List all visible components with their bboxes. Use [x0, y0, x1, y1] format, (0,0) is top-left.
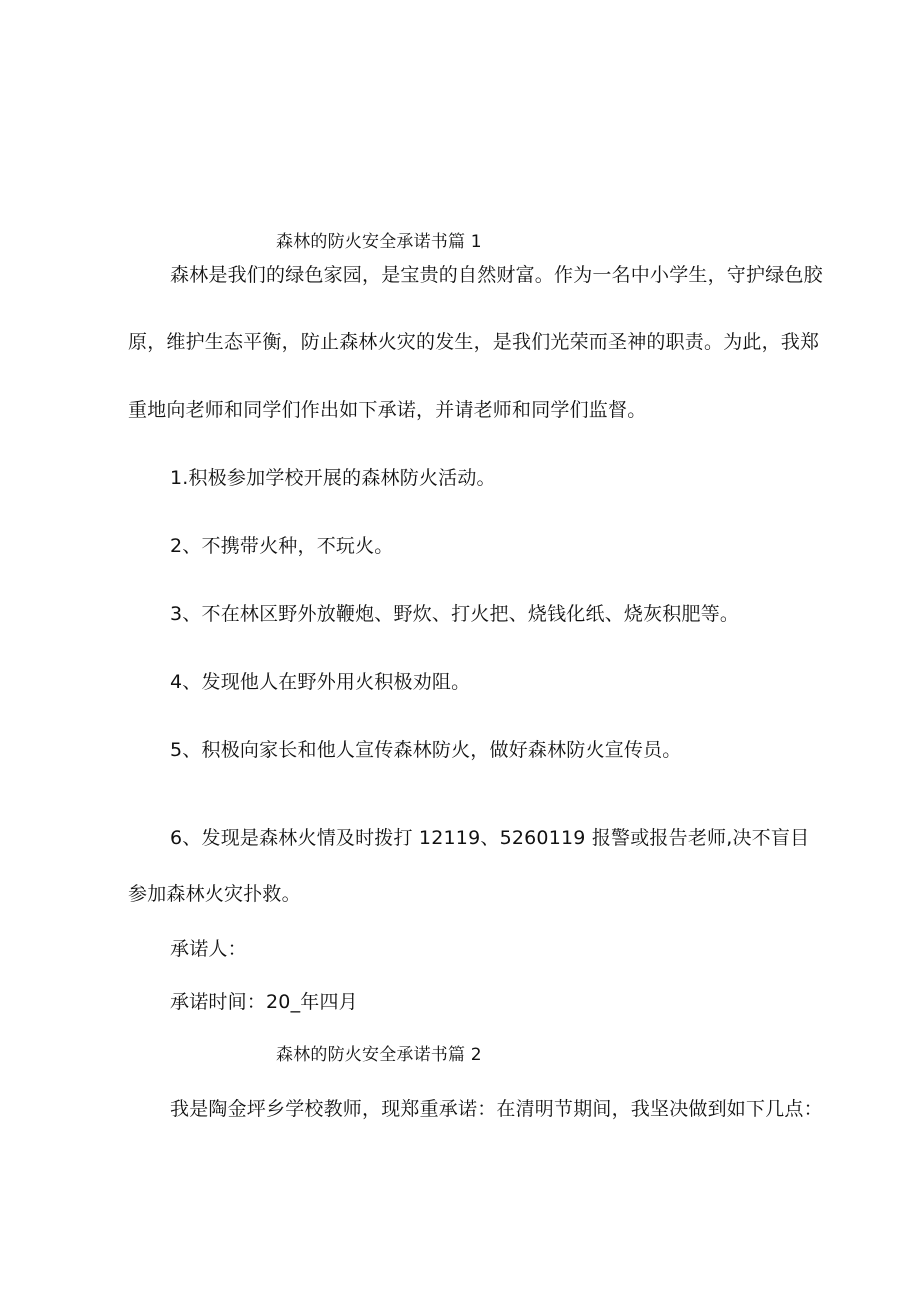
- commitment-item-3: 3、不在林区野外放鞭炮、野炊、打火把、烧钱化纸、烧灰积肥等。: [170, 603, 740, 625]
- commitment-item-2: 2、不携带火种，不玩火。: [170, 535, 394, 557]
- section1-intro-line-2: 原，维护生态平衡，防止森林火灾的发生，是我们光荣而圣神的职责。为此，我郑: [128, 331, 820, 353]
- commitment-item-6-line-1: 6、发现是森林火情及时拨打 12119、5260119 报警或报告老师,决不盲目: [170, 827, 810, 849]
- commitment-item-1: 1.积极参加学校开展的森林防火活动。: [170, 467, 496, 489]
- signer-label: 承诺人：: [170, 938, 247, 960]
- section2-title: 森林的防火安全承诺书篇 2: [276, 1045, 482, 1065]
- commitment-date: 承诺时间：20_年四月: [170, 991, 358, 1013]
- section1-intro-line-1: 森林是我们的绿色家园，是宝贵的自然财富。作为一名中小学生，守护绿色胶: [170, 264, 823, 286]
- commitment-item-6-line-2: 参加森林火灾扑救。: [128, 883, 301, 905]
- section1-title: 森林的防火安全承诺书篇 1: [276, 232, 482, 252]
- commitment-item-5: 5、积极向家长和他人宣传森林防火，做好森林防火宣传员。: [170, 739, 682, 761]
- section2-intro: 我是陶金坪乡学校教师，现郑重承诺：在清明节期间，我坚决做到如下几点：: [170, 1098, 823, 1120]
- section1-intro-line-3: 重地向老师和同学们作出如下承诺，并请老师和同学们监督。: [128, 399, 647, 421]
- commitment-item-4: 4、发现他人在野外用火积极劝阻。: [170, 671, 471, 693]
